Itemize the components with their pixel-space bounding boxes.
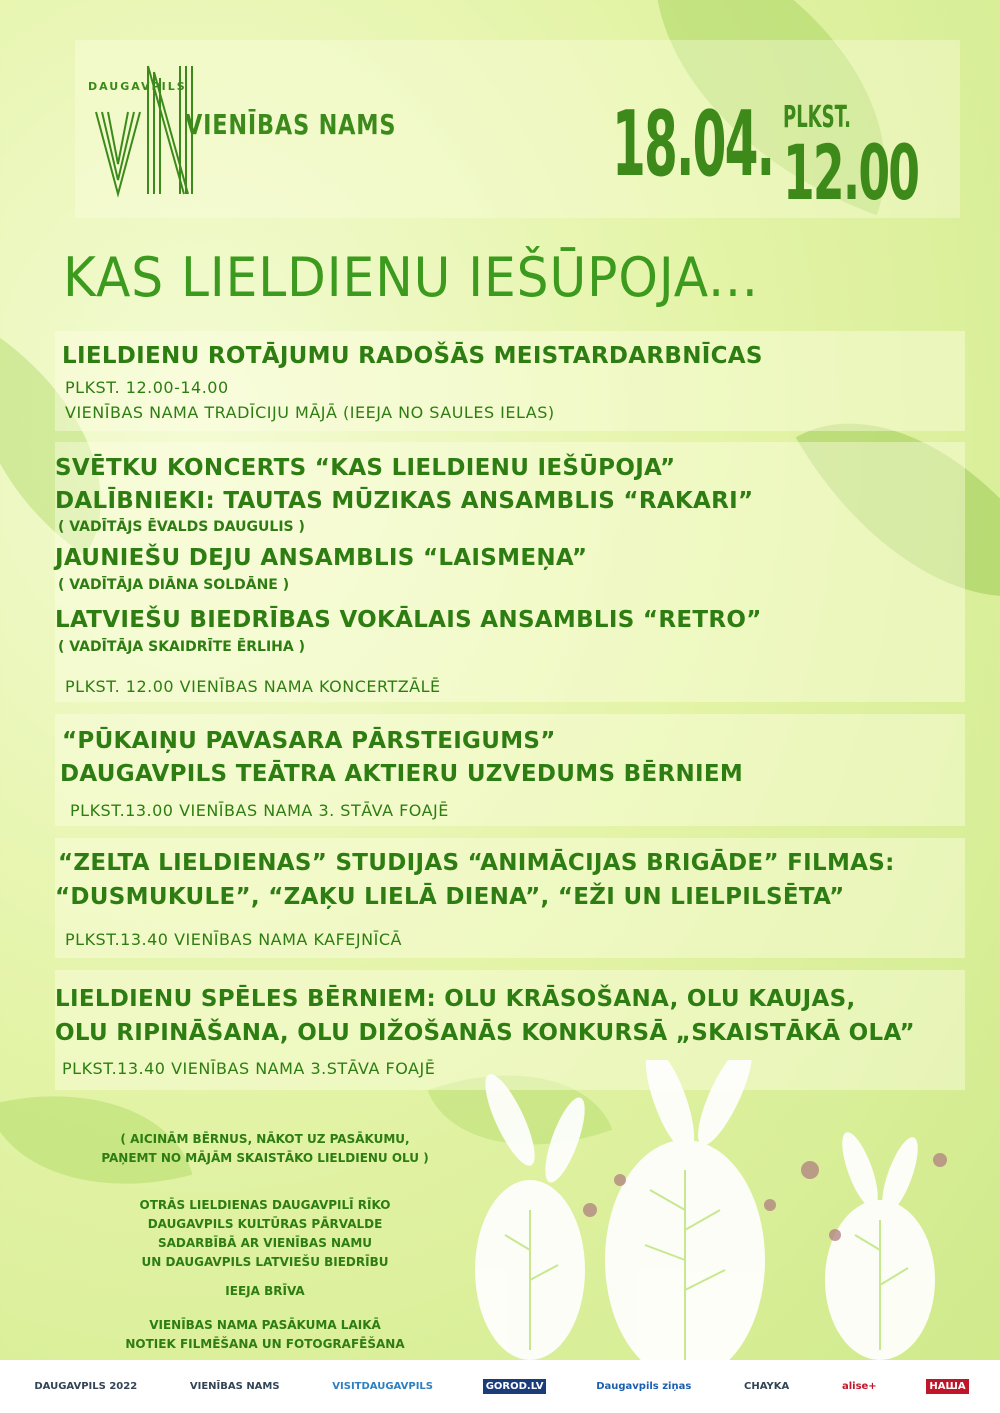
sponsor-logo: DAUGAVPILS 2022 — [34, 1381, 138, 1392]
event-info: PLKST.13.40 VIENĪBAS NAMA 3.STĀVA FOAJĒ — [62, 1059, 436, 1078]
note-line: DAUGAVPILS KULTŪRAS PĀRVALDE — [147, 1217, 383, 1231]
event-title: “PŪKAIŅU PAVASARA PĀRSTEIGUMS” — [62, 728, 556, 754]
event-info: PLKST.13.00 VIENĪBAS NAMA 3. STĀVA FOAJĒ — [70, 801, 449, 820]
event-title: “ZELTA LIELDIENAS” STUDIJAS “ANIMĀCIJAS BRIGĀDE” FILMAS: — [58, 850, 895, 876]
event-info: PLKST. 12.00 VIENĪBAS NAMA KONCERTZĀLĒ — [65, 677, 441, 696]
event-title: LIELDIENU SPĒLES BĒRNIEM: OLU KRĀSOŠANA, OLU KAUJAS, — [55, 986, 856, 1012]
sponsor-logo: Daugavpils ziņas — [596, 1381, 692, 1392]
logo-name: VIENĪBAS NAMS — [185, 108, 397, 141]
sponsor-logo: НАША — [926, 1379, 968, 1394]
note-line: PAŅEMT NO MĀJĀM SKAISTĀKO LIELDIENU OLU ) — [101, 1151, 429, 1165]
sponsor-logo: VIENĪBAS NAMS — [189, 1381, 280, 1392]
event-time: PLKST. 12.00-14.00 — [65, 378, 229, 397]
page-title: KAS LIELDIENU IEŠŪPOJA... — [63, 246, 759, 309]
performer-leader: ( VADĪTĀJS ĒVALDS DAUGULIS ) — [58, 519, 305, 535]
note-line: ( AICINĀM BĒRNUS, NĀKOT UZ PASĀKUMU, — [120, 1132, 410, 1146]
note-line: UN DAUGAVPILS LATVIEŠU BIEDRĪBU — [141, 1255, 389, 1269]
note-line: SADARBĪBĀ AR VIENĪBAS NAMU — [157, 1236, 373, 1250]
performer: DALĪBNIEKI: TAUTAS MŪZIKAS ANSAMBLIS “RAKARI” — [55, 488, 754, 514]
notes-block — [100, 1282, 430, 1301]
note-line: OTRĀS LIELDIENAS DAUGAVPILĪ RĪKO — [139, 1198, 391, 1212]
sponsor-logo: CHAYKA — [744, 1381, 790, 1392]
note-line: IEEJA BRĪVA — [225, 1284, 305, 1298]
event-title: LIELDIENU ROTĀJUMU RADOŠĀS MEISTARDARBNĪCAS — [62, 343, 763, 369]
event-panel — [55, 442, 965, 702]
event-title-cont: OLU RIPINĀŠANA, OLU DIŽOŠANĀS KONKURSĀ „SKAISTĀKĀ OLA” — [55, 1020, 915, 1046]
event-subtitle: DAUGAVPILS TEĀTRA AKTIERU UZVEDUMS BĒRNIEM — [60, 761, 744, 787]
event-place: VIENĪBAS NAMA TRADĪCIJU MĀJĀ (IEEJA NO SAULES IELAS) — [65, 403, 555, 422]
event-films: “DUSMUKULE”, “ZAĶU LIELĀ DIENA”, “EŽI UN LIELPILSĒTA” — [55, 884, 845, 910]
notes-block — [100, 1130, 430, 1168]
sponsor-strip — [0, 1360, 1000, 1413]
performer-leader: ( VADĪTĀJA SKAIDRĪTE ĒRLIHA ) — [58, 639, 305, 655]
event-title: SVĒTKU KONCERTS “KAS LIELDIENU IEŠŪPOJA” — [55, 455, 676, 481]
notes-block — [100, 1196, 430, 1272]
performer-leader: ( VADĪTĀJA DIĀNA SOLDĀNE ) — [58, 577, 290, 593]
event-time: 12.00 — [783, 128, 919, 217]
note-line: VIENĪBAS NAMA PASĀKUMA LAIKĀ — [149, 1318, 381, 1332]
event-date: 18.04. — [612, 92, 774, 197]
performer: LATVIEŠU BIEDRĪBAS VOKĀLAIS ANSAMBLIS “RETRO” — [55, 607, 762, 633]
sponsor-logo: GOROD.LV — [483, 1379, 547, 1394]
note-line: NOTIEK FILMĒŠANA UN FOTOGRAFĒŠANA — [125, 1337, 405, 1351]
event-info: PLKST.13.40 VIENĪBAS NAMA KAFEJNĪCĀ — [65, 930, 402, 949]
performer: JAUNIEŠU DEJU ANSAMBLIS “LAISMEŅA” — [55, 545, 588, 571]
logo-city: DAUGAVPILS — [88, 80, 187, 93]
time-label: PLKST. — [783, 100, 851, 135]
bunny-illustration — [470, 1060, 970, 1360]
sponsor-logo: alise+ — [841, 1381, 877, 1392]
sponsor-logo: VISITDAUGAVPILS — [332, 1381, 433, 1392]
notes-block — [100, 1316, 430, 1354]
